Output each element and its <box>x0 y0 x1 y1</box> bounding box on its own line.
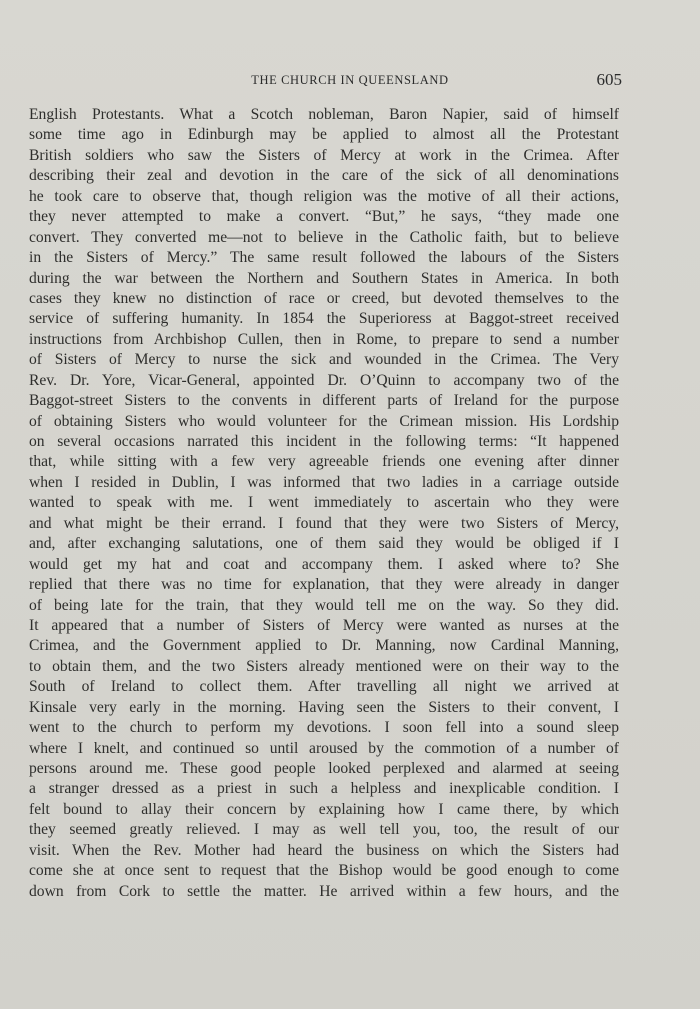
text-line: Baggot-street Sisters to the convents in different parts of Ireland for the purpose <box>29 392 619 410</box>
page-header <box>0 70 700 93</box>
page-number: 605 <box>596 70 622 89</box>
text-line: when I resided in Dublin, I was informed that two ladies in a carriage outside <box>29 473 619 491</box>
text-line: of obtaining Sisters who would volunteer for the Crimean mission. His Lordship <box>29 412 619 430</box>
text-line: of being late for the train, that they would tell me on the way. So they did. <box>29 596 619 614</box>
text-line: that, while sitting with a few very agreeable friends one evening after dinner <box>29 453 619 471</box>
text-line: English Protestants. What a Scotch nobleman, Baron Napier, said of himself <box>29 106 619 123</box>
text-line: South of Ireland to collect them. After travelling all night we arrived at <box>29 678 619 696</box>
body-text <box>29 105 619 902</box>
text-line: went to the church to perform my devotions. I soon fell into a sound sleep <box>29 719 619 737</box>
text-line: It appeared that a number of Sisters of Mercy were wanted as nurses at the <box>29 616 619 634</box>
text-line: Kinsale very early in the morning. Having seen the Sisters to their convent, I <box>29 698 619 716</box>
text-line: wanted to speak with me. I went immediately to ascertain who they were <box>29 494 619 512</box>
running-title: THE CHURCH IN QUEENSLAND <box>251 73 449 87</box>
text-line: replied that there was no time for explanation, that they were already in danger <box>29 576 619 594</box>
text-line: persons around me. These good people looked perplexed and alarmed at seeing <box>29 760 619 777</box>
text-line: down from Cork to settle the matter. He arrived within a few hours, and the <box>29 882 619 900</box>
text-line: and what might be their errand. I found that they were two Sisters of Mercy, <box>29 514 619 532</box>
text-line: come she at once sent to request that the Bishop would be good enough to come <box>29 862 619 880</box>
text-line: felt bound to allay their concern by explaining how I came there, by which <box>29 800 619 818</box>
text-line: Rev. Dr. Yore, Vicar-General, appointed Dr. O’Quinn to accompany two of the <box>29 371 619 389</box>
text-line: and, after exchanging salutations, one of them said they would be obliged if I <box>29 535 619 553</box>
text-line: service of suffering humanity. In 1854 the Superioress at Baggot-street received <box>29 310 619 328</box>
text-line: on several occasions narrated this incident in the following terms: “It happened <box>29 433 619 450</box>
text-line: they seemed greatly relieved. I may as well tell you, too, the result of our <box>29 821 619 839</box>
text-line: some time ago in Edinburgh may be applied to almost all the Protestant <box>29 126 619 144</box>
text-line: visit. When the Rev. Mother had heard the business on which the Sisters had <box>29 841 619 859</box>
text-line: British soldiers who saw the Sisters of Mercy at work in the Crimea. After <box>29 146 619 164</box>
text-line: where I knelt, and continued so until aroused by the commotion of a number of <box>29 739 619 757</box>
text-line: a stranger dressed as a priest in such a helpless and inexplicable condition. I <box>29 780 619 798</box>
text-line: instructions from Archbishop Cullen, then in Rome, to prepare to send a number <box>29 330 619 348</box>
text-line: to obtain them, and the two Sisters already mentioned were on their way to the <box>29 657 619 675</box>
text-line: they never attempted to make a convert. “But,” he says, “they made one <box>29 208 619 226</box>
text-line: he took care to observe that, though religion was the motive of all their actions, <box>29 187 619 205</box>
text-line: in the Sisters of Mercy.” The same result followed the labours of the Sisters <box>29 249 619 267</box>
text-line: of Sisters of Mercy to nurse the sick and wounded in the Crimea. The Very <box>29 351 619 369</box>
text-line: describing their zeal and devotion in the care of the sick of all denominations <box>29 167 619 185</box>
text-line: would get my hat and coat and accompany them. I asked where to? She <box>29 555 619 573</box>
text-line: cases they knew no distinction of race or creed, but devoted themselves to the <box>29 289 619 307</box>
text-line: convert. They converted me—not to believe in the Catholic faith, but to believe <box>29 228 619 246</box>
text-line: during the war between the Northern and Southern States in America. In both <box>29 269 619 287</box>
text-line: Crimea, and the Government applied to Dr. Manning, now Cardinal Manning, <box>29 637 619 655</box>
